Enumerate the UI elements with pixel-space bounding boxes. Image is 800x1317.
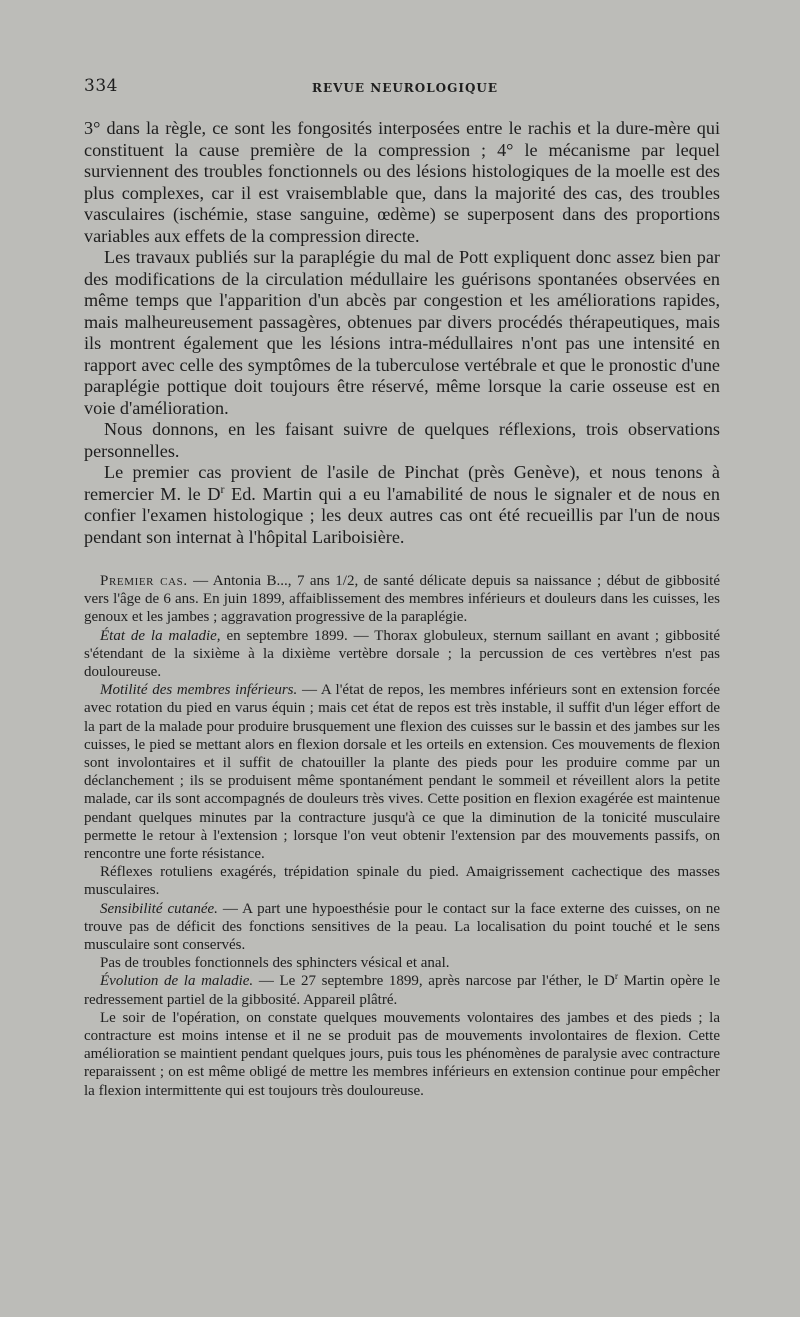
case-sensibility: [84, 900, 720, 955]
main-text: [84, 118, 720, 548]
text-fragment: Le premier cas provient de l'asile de Pinchat (près Genève), et nous tenons à remercier M. le D: [84, 462, 720, 504]
case-evolution: [84, 972, 720, 1008]
section-text: — A part une hypoesthésie pour le contact sur la face externe des cuisses, on ne trouve pas de déficit des fonctions sensitives de la peau. La localisation du point touché et le sens musculaire sont conservés.: [84, 900, 720, 954]
case-intro: [84, 572, 720, 627]
section-heading: État de la maladie,: [100, 627, 221, 644]
section-text: — Le 27 septembre 1899, après narcose par l'éther, le D: [253, 973, 615, 990]
paragraph-conclusion: 3° dans la règle, ce sont les fongosités interposées entre le rachis et la dure-mère qui constituent la cause première de la compression ; 4° le mécanisme par lequel surviennent des troubles fonctionnels ou des lésions histologiques de la moelle est des plus complexes, car il est vraisemblable que, dans la majorité des cas, des troubles vasculaires (ischémie, stase sanguine, œdème) se superposent dans des proportions variables aux effets de la compression directe.: [84, 118, 720, 246]
case-heading: Premier cas.: [100, 573, 188, 589]
superscript: r: [220, 481, 225, 496]
case-state: [84, 627, 720, 682]
case-observation: [84, 572, 720, 1100]
case-text: — Antonia B..., 7 ans 1/2, de santé délicate depuis sa naissance ; début de gibbosité vers l'âge de 6 ans. En juin 1899, affaiblissement des membres inférieurs et douleurs dans les cuisses, les genoux et les jambes ; aggravation progressive de la paraplégie.: [84, 573, 720, 626]
paragraph-first-case-source: [84, 462, 720, 548]
page-number: 334: [84, 76, 118, 96]
case-postoperative: Le soir de l'opération, on constate quelques mouvements volontaires des jambes et des pieds ; la contracture est moins intense et il ne se produit pas de mouvements involontaires de flexion. Cette amélioration se maintient pendant quelques jours, puis tous les phénomènes de paralysie avec contracture reparaissent ; on est même obligé de mettre les membres inférieurs en extension continue pour empêcher la flexion intermittente qui est toujours très douloureuse.: [84, 1009, 720, 1099]
section-text: — A l'état de repos, les membres inférieurs sont en extension forcée avec rotation du pied en varus équin ; mais cet état de repos est très instable, il suffit d'un léger effort de la part de la malade pour produire brusquement une flexion des cuisses sur le bassin et des jambes sur les cuisses, le pied se mettant alors en flexion dorsale et les orteils en extension. Ces mouvements de flexion sont involontaires et il suffit de chatouiller la plante des pieds pour les produire comme par un déclanchement ; ils se produisent même spontanément pendant le sommeil et réveillent alors la petite malade, car ils sont accompagnés de douleurs très vives. Cette position en flexion exagérée est maintenue pendant quelques minutes par la contracture jusqu'à ce que la diminution de la tonicité musculaire permette le retour à l'extension ; lorsque l'on veut obtenir l'extension par des mouvements passifs, on rencontre une forte résistance.: [84, 682, 720, 863]
paragraph-observations-intro: Nous donnons, en les faisant suivre de quelques réflexions, trois observations personnelles.: [84, 419, 720, 461]
case-reflexes: Réflexes rotuliens exagérés, trépidation spinale du pied. Amaigrissement cachectique des masses musculaires.: [84, 864, 720, 899]
running-head: REVUE NEUROLOGIQUE: [312, 81, 499, 95]
case-motility: [84, 681, 720, 863]
section-heading: Motilité des membres inférieurs.: [100, 682, 298, 699]
superscript: r: [614, 971, 619, 983]
section-text: Martin opère le redressement partiel de la gibbosité. Appareil plâtré.: [84, 973, 720, 1008]
paragraph-pott-paraplegia: Les travaux publiés sur la paraplégie du mal de Pott expliquent donc assez bien par des modifications de la circulation médullaire les guérisons spontanées observées en même temps que l'apparition d'un abcès par congestion et les améliorations rapides, mais malheureusement passagères, obtenues par divers procédés thérapeutiques, mais ils montrent également que les lésions intra-médullaires n'ont pas une intensité en rapport avec celle des symptômes de la tuberculose vertébrale et que le pronostic d'une paraplégie pottique doit toujours être réservé, même lorsque la carie osseuse est en voie d'amélioration.: [84, 247, 720, 418]
section-text: en septembre 1899. — Thorax globuleux, sternum saillant en avant ; gibbosité s'étendant de la sixième à la dixième vertèbre dorsale ; la percussion de ces vertèbres n'est pas douloureuse.: [84, 627, 720, 681]
section-heading: Évolution de la maladie.: [100, 973, 254, 990]
text-fragment: Ed. Martin qui a eu l'amabilité de nous le signaler et de nous en confier l'examen histologique ; les deux autres cas ont été recueillis par l'un de nous pendant son internat à l'hôpital Lariboisière.: [84, 483, 720, 547]
section-heading: Sensibilité cutanée.: [100, 900, 218, 917]
case-sphincters: Pas de troubles fonctionnels des sphincters vésical et anal.: [100, 955, 450, 972]
page-header: [84, 76, 724, 98]
